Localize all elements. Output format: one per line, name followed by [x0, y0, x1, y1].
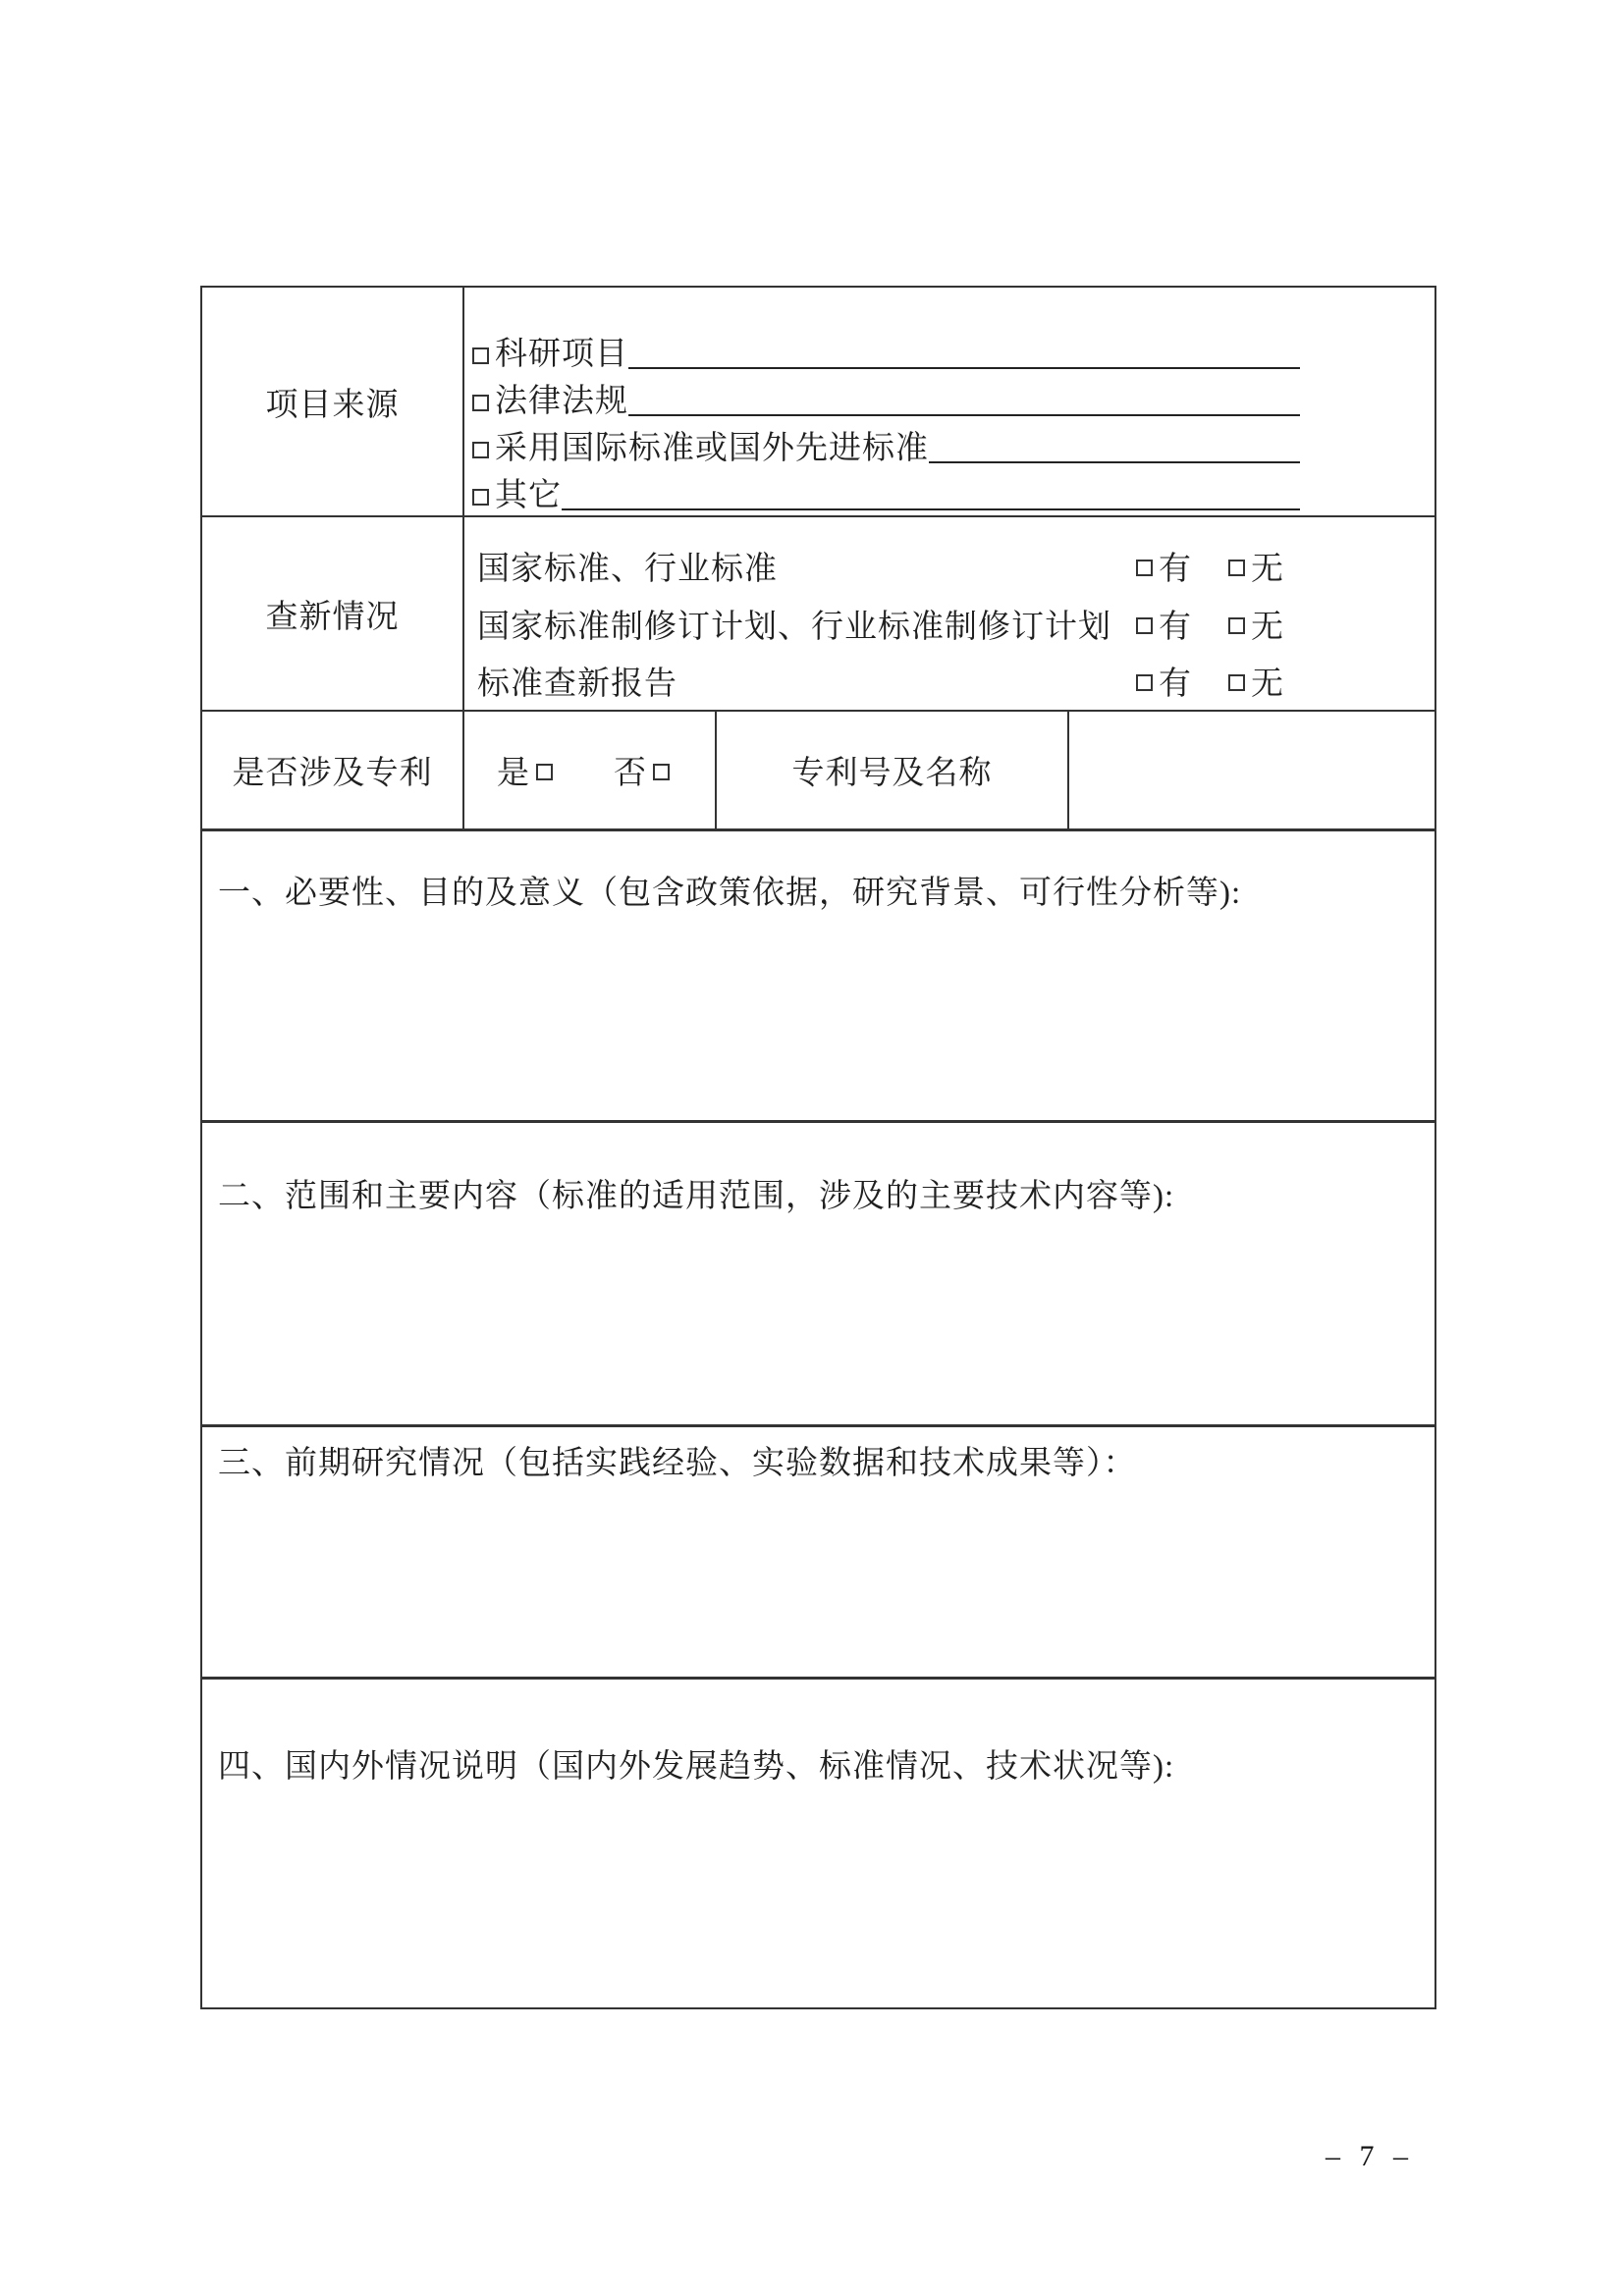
- novelty-search-label-cell: [202, 517, 464, 710]
- has-option: [1136, 543, 1192, 589]
- patent-yes-no-cell: [464, 712, 717, 828]
- fill-in-blank-line[interactable]: [562, 508, 1300, 510]
- row-patent: [202, 712, 1435, 831]
- none-label: 无: [1251, 667, 1284, 703]
- page-number: – 7 –: [1326, 2140, 1408, 2172]
- has-label: 有: [1159, 609, 1192, 645]
- has-option: [1136, 658, 1192, 704]
- checkbox-icon[interactable]: [653, 764, 670, 780]
- checkbox-icon[interactable]: [472, 347, 489, 364]
- project-source-label-cell: [202, 288, 464, 515]
- has-label: 有: [1159, 667, 1192, 703]
- no-label: 否: [614, 756, 647, 791]
- section-1-necessity[interactable]: [202, 831, 1435, 1123]
- section-3-preliminary-research[interactable]: [202, 1427, 1435, 1680]
- checkbox-icon[interactable]: [1136, 674, 1153, 691]
- has-label: 有: [1159, 551, 1192, 587]
- patent-number-label-cell: [717, 712, 1069, 828]
- project-source-option: [472, 468, 1300, 515]
- checkbox-icon[interactable]: [1228, 617, 1245, 634]
- project-source-option: [472, 421, 1300, 468]
- checkbox-icon[interactable]: [1136, 560, 1153, 576]
- project-source-label: 项目来源: [265, 387, 400, 423]
- section-4-heading: 四、国内外情况说明（国内外发展趋势、标准情况、技术状况等):: [218, 1749, 1175, 1785]
- checkbox-icon[interactable]: [1228, 674, 1245, 691]
- novelty-item: [477, 595, 1435, 653]
- novelty-search-items-cell: [464, 517, 1435, 710]
- project-source-option: [472, 374, 1300, 421]
- patent-number-input-area[interactable]: [1069, 712, 1435, 828]
- project-source-option: [472, 327, 1300, 374]
- checkbox-icon[interactable]: [472, 489, 489, 506]
- yes-label: 是: [497, 756, 530, 791]
- patent-no-option: [614, 747, 670, 793]
- patent-number-label: 专利号及名称: [791, 756, 993, 791]
- section-3-heading: 三、前期研究情况（包括实践经验、实验数据和技术成果等）：: [218, 1446, 1137, 1481]
- none-option: [1228, 543, 1284, 589]
- checkbox-icon[interactable]: [536, 764, 553, 780]
- row-novelty-search: [202, 517, 1435, 712]
- checkbox-icon[interactable]: [1228, 560, 1245, 576]
- patent-yes-option: [497, 747, 553, 793]
- patent-label-cell: [202, 712, 464, 828]
- patent-label: 是否涉及专利: [232, 756, 433, 791]
- standard-project-application-table: [200, 286, 1436, 2009]
- novelty-item-label: 国家标准制修订计划、行业标准制修订计划: [477, 609, 1111, 645]
- checkbox-icon[interactable]: [472, 442, 489, 458]
- has-option: [1136, 601, 1192, 647]
- option-label: 科研项目: [495, 336, 628, 372]
- none-label: 无: [1251, 609, 1284, 645]
- novelty-item-label: 国家标准、行业标准: [477, 551, 778, 587]
- project-source-options-cell: [464, 288, 1435, 515]
- fill-in-blank-line[interactable]: [929, 461, 1300, 463]
- none-option: [1228, 601, 1284, 647]
- section-4-domestic-foreign-situation[interactable]: [202, 1680, 1435, 2007]
- option-label: 法律法规: [495, 383, 628, 419]
- section-1-heading: 一、必要性、目的及意义（包含政策依据，研究背景、可行性分析等):: [218, 876, 1242, 911]
- option-label: 其它: [495, 477, 562, 513]
- section-2-scope[interactable]: [202, 1123, 1435, 1427]
- novelty-item: [477, 537, 1435, 595]
- novelty-item: [477, 652, 1435, 710]
- checkbox-icon[interactable]: [472, 395, 489, 411]
- fill-in-blank-line[interactable]: [628, 414, 1300, 416]
- checkbox-icon[interactable]: [1136, 617, 1153, 634]
- section-2-heading: 二、范围和主要内容（标准的适用范围，涉及的主要技术内容等):: [218, 1179, 1175, 1214]
- option-label: 采用国际标准或国外先进标准: [495, 430, 929, 466]
- novelty-item-label: 标准查新报告: [477, 667, 677, 703]
- row-project-source: [202, 288, 1435, 517]
- fill-in-blank-line[interactable]: [628, 367, 1300, 369]
- none-label: 无: [1251, 551, 1284, 587]
- none-option: [1228, 658, 1284, 704]
- novelty-search-label: 查新情况: [265, 599, 400, 635]
